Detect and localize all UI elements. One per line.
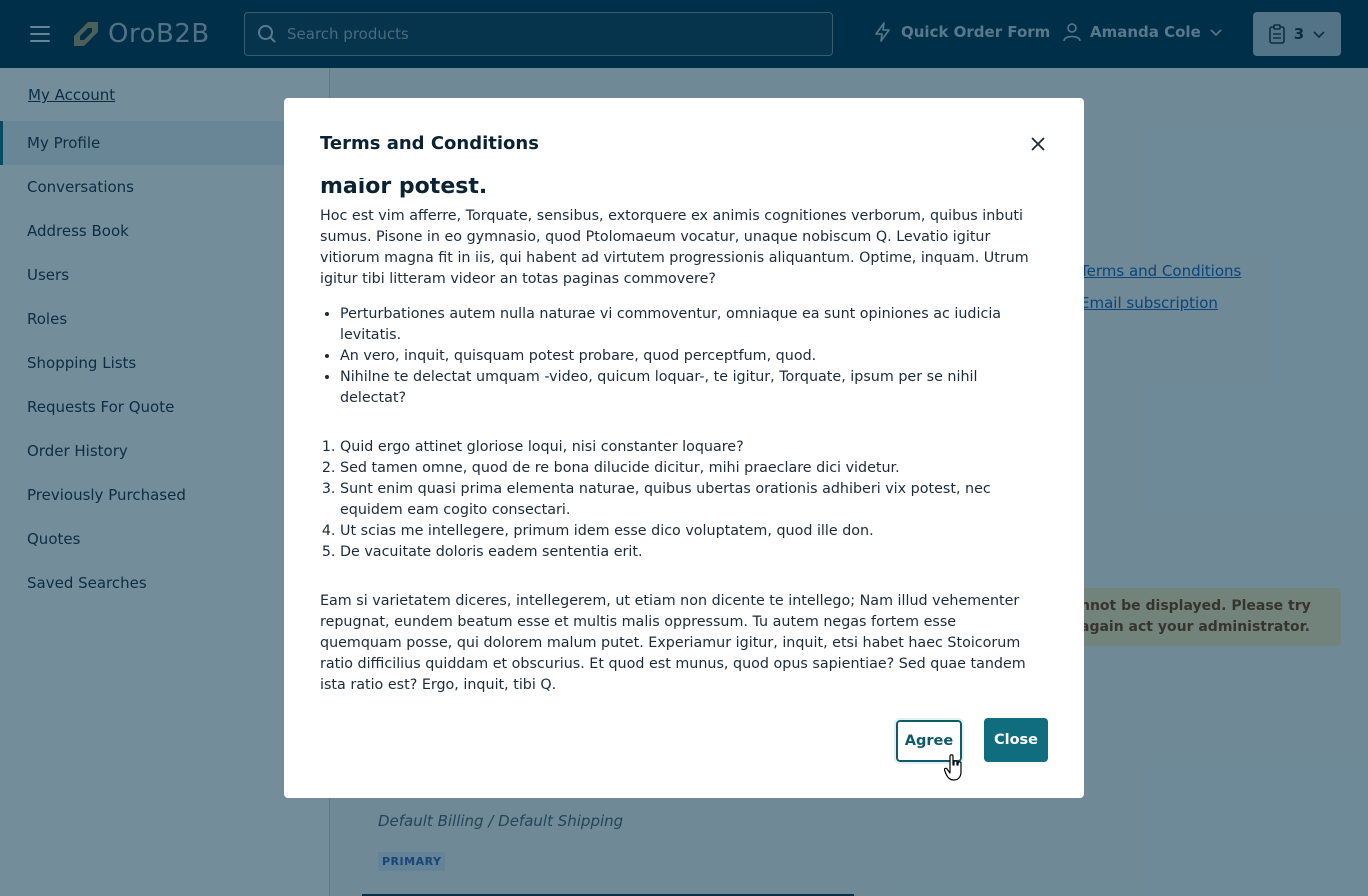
- terms-paragraph: Eam si varietatem diceres, intellegerem, ut etiam non dicente te intellego; Nam illud vehementer repugnat, eundem beatum esse et multis malis oppressum. Tu autem negas fortem esse quemquam posse, qui dolorem malum putet. Experiamur igitur, inquit, etsi habet haec Stoicorum ratio difficilius quiddam et obscurius. Et quod est munus, quod opus sapientiae? Sed quae tandem ista ratio est? Ergo, inquit, tibi Q.: [320, 593, 1026, 693]
- terms-heading: maior potest.: [320, 178, 488, 199]
- close-icon[interactable]: [1028, 134, 1048, 154]
- list-item: 1. Quid ergo attinet gloriose loqui, nisi constanter loquare?: [340, 437, 1030, 458]
- hand-cursor-icon: [944, 754, 964, 782]
- list-item: 2. Sed tamen omne, quod de re bona dilucide dicitur, mihi praeclare dici videtur.: [340, 458, 1030, 479]
- terms-paragraph: Hoc est vim afferre, Torquate, sensibus, extorquere ex animis cognitiones verborum, quibus inbuti sumus. Pisone in eo gymnasio, quod Ptolomaeum vocatur, unaque nobiscum Q. Levatio igitur vitiorum magna fit in iis, qui habent ad virtutem progressionis aliquantum. Optime, inquam. Utrum igitur tibi litteram videor an totas paginas commovere?: [320, 208, 1029, 287]
- terms-content: [320, 178, 1030, 706]
- terms-bullet-list: [340, 304, 1030, 409]
- close-button[interactable]: Close: [984, 718, 1048, 762]
- terms-numbered-list: [340, 437, 1030, 563]
- list-item: • Nihilne te delectat umquam -video, quicum loquar-, te igitur, Torquate, ipsum per se nihil delectat?: [340, 367, 1030, 409]
- modal-title: Terms and Conditions: [320, 133, 539, 154]
- list-item: • Perturbationes autem nulla naturae vi commoventur, omniaque ea sunt opiniones ac iudicia levitatis.: [340, 304, 1030, 346]
- list-item: 5. De vacuitate doloris eadem sententia erit.: [340, 542, 1030, 563]
- terms-modal: [284, 98, 1084, 798]
- modal-body[interactable]: [320, 178, 1068, 706]
- list-item: • An vero, inquit, quisquam potest probare, quod perceptfum, quod.: [340, 346, 1030, 367]
- list-item: 4. Ut scias me intellegere, primum idem esse dico voluptatem, quod ille don.: [340, 521, 1030, 542]
- list-item: 3. Sunt enim quasi prima elementa naturae, quibus ubertas orationis adhiberi vix potest, nec equidem eam cogito consectari.: [340, 479, 1030, 521]
- agree-button[interactable]: Agree: [896, 720, 962, 762]
